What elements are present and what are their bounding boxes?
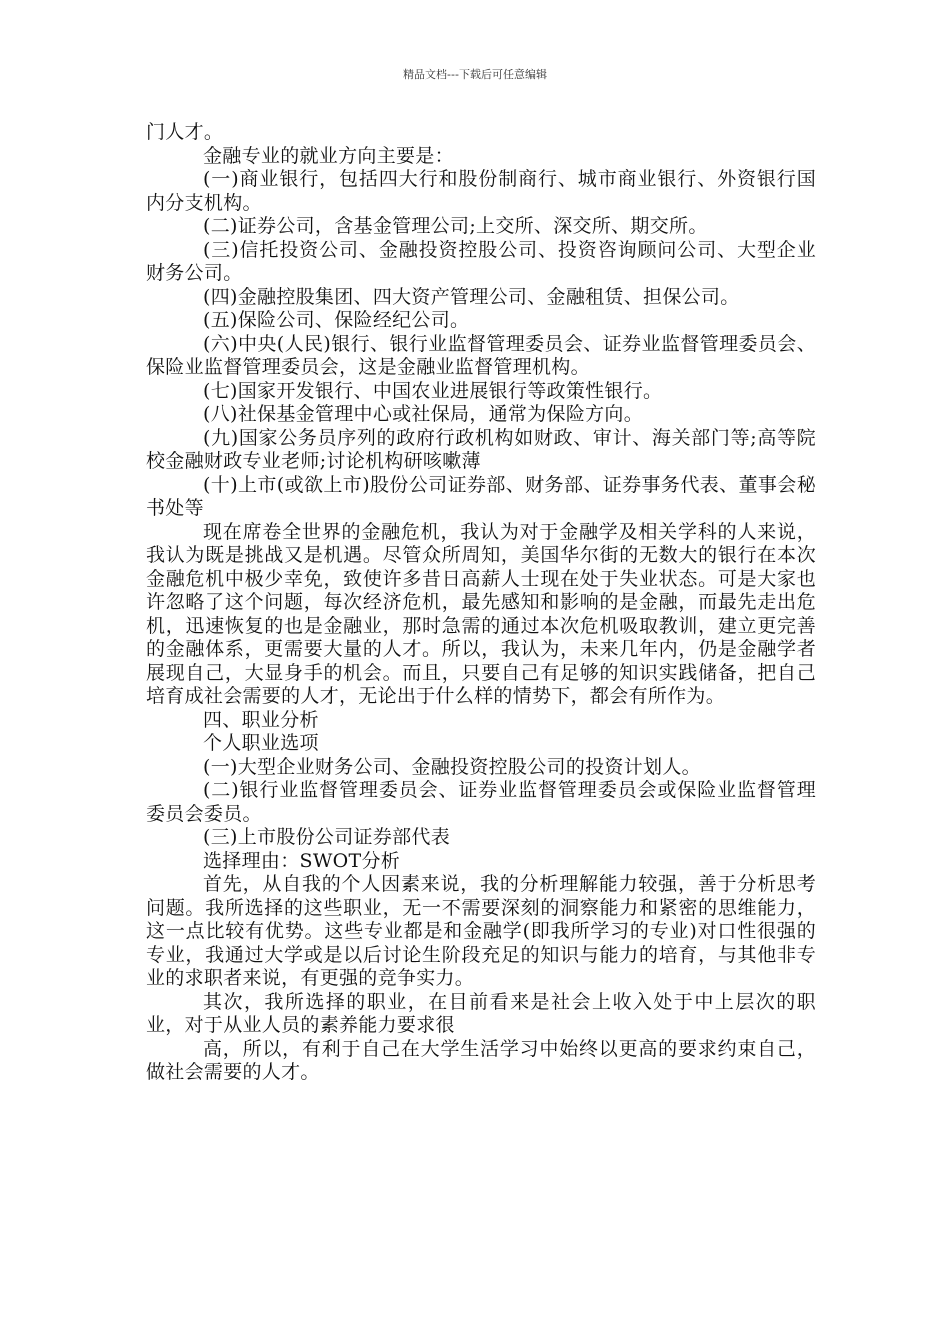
list-item: (十)上市(或欲上市)股份公司证券部、财务部、证券事务代表、董事会秘书处等 [146, 473, 816, 519]
list-item: (五)保险公司、保险经纪公司。 [203, 309, 470, 331]
paragraph: 现在席卷全世界的金融危机，我认为对于金融学及相关学科的人来说，我认为既是挑战又是机遇。尽管众所周知，美国华尔街的无数大的银行在本次金融危机中极少幸免，致使许多昔日高薪人士现在处于失业状态。可是大家也许忽略了这个问题，每次经济危机，最先感知和影响的是金融，而最先走出危机，迅速恢复的也是金融业，那时急需的通过本次危机吸取教训，建立更完善的金融体系，更需要大量的人才。所以，我认为，未来几年内，仍是金融学者展现自己，大显身手的机会。而且，只要自己有足够的知识实践储备，把自己培育成社会需要的人才，无论出于什么样的情势下，都会有所作为。 [146, 520, 816, 707]
list-item: (二)证券公司，含基金管理公司;上交所、深交所、期交所。 [203, 215, 708, 237]
paragraph: 其次，我所选择的职业，在目前看来是社会上收入处于中上层次的职业，对于从业人员的素养能力要求很 [146, 990, 816, 1036]
paragraph: 门人才。 [146, 121, 224, 143]
list-item: (一)大型企业财务公司、金融投资控股公司的投资计划人。 [203, 755, 701, 778]
paragraph: 金融专业的就业方向主要是： [203, 144, 454, 167]
page-header: 精品文档---下载后可任意编辑 [403, 68, 547, 81]
list-item: (一)商业银行，包括四大行和股份制商行、城市商业银行、外资银行国内分支机构。 [146, 168, 816, 214]
paragraph: 高，所以，有利于自己在大学生活学习中始终以更高的要求约束自己，做社会需要的人才。 [146, 1037, 816, 1083]
list-item: (二)银行业监督管理委员会、证券业监督管理委员会或保险业监督管理委员会委员。 [146, 779, 816, 825]
subheading: 个人职业选项 [203, 732, 319, 754]
list-item: (三)信托投资公司、金融投资控股公司、投资咨询顾问公司、大型企业财务公司。 [146, 238, 816, 284]
list-item: (九)国家公务员序列的政府行政机构如财政、审计、海关部门等;高等院校金融财政专业老师;讨论机构研咳嗽薄 [146, 426, 816, 472]
list-item: (六)中央(人民)银行、银行业监督管理委员会、证券业监督管理委员会、保险业监督管理委员会，这是金融业监督管理机构。 [146, 332, 816, 378]
paragraph: 选择理由：SWOT分析 [203, 849, 401, 872]
list-item: (七)国家开发银行、中国农业进展银行等政策性银行。 [203, 379, 663, 402]
document-body [146, 121, 816, 1085]
list-item: (八)社保基金管理中心或社保局，通常为保险方向。 [203, 403, 644, 425]
paragraph: 首先，从自我的个人因素来说，我的分析理解能力较强，善于分析思考问题。我所选择的这些职业，无一不需要深刻的洞察能力和紧密的思维能力，这一点比较有优势。这些专业都是和金融学(即我所学习的专业)对口性很强的专业，我通过大学或是以后讨论生阶段充足的知识与能力的培育，与其他非专业的求职者来说，有更强的竞争实力。 [146, 873, 816, 989]
list-item: (四)金融控股集团、四大资产管理公司、金融租赁、担保公司。 [203, 285, 740, 308]
section-heading: 四、职业分析 [203, 708, 319, 731]
list-item: (三)上市股份公司证券部代表 [203, 826, 451, 848]
